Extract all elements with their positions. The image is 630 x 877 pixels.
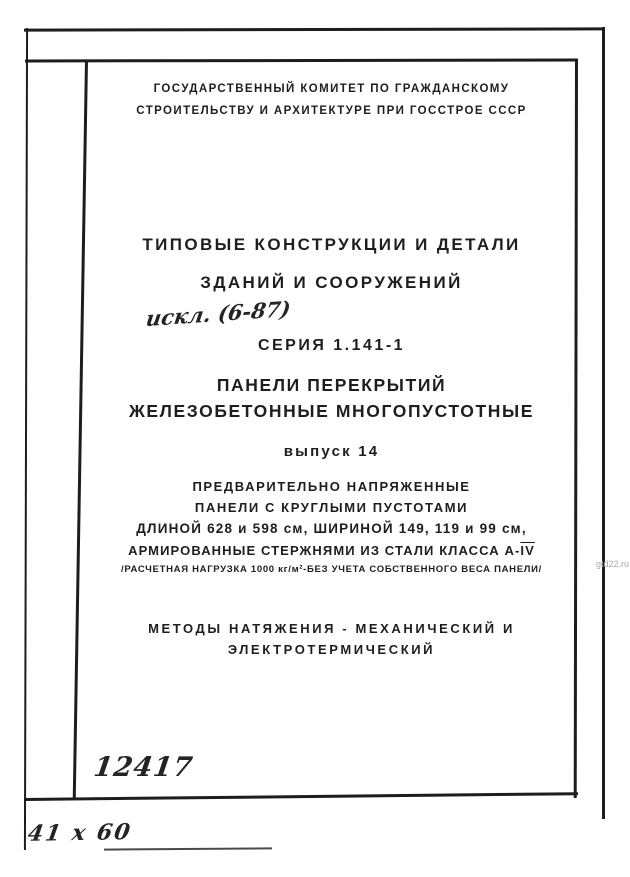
inner-box-bottom-line bbox=[24, 792, 578, 801]
handwritten-format-note: 41 х 60 bbox=[25, 819, 134, 847]
rebar-steel-class: $\overline{IV}$ bbox=[520, 543, 535, 558]
outer-frame-top-line bbox=[24, 27, 605, 31]
organization-name bbox=[86, 78, 577, 122]
organization-line-1: ГОСУДАРСТВЕННЫЙ КОМИТЕТ ПО ГРАЖДАНСКОМУ bbox=[153, 83, 510, 95]
issue-number: выпуск 14 bbox=[283, 443, 380, 460]
handwritten-revision-note: искл. (6-87) bbox=[144, 295, 293, 332]
subject-line-1: ПАНЕЛИ ПЕРЕКРЫТИЙ bbox=[216, 375, 447, 395]
handwritten-underline-stroke bbox=[104, 847, 272, 850]
subject-title bbox=[86, 372, 577, 424]
panel-description bbox=[86, 476, 577, 518]
inner-box-right-line bbox=[574, 60, 578, 798]
title-line-2: ЗДАНИЙ И СООРУЖЕНИЙ bbox=[200, 273, 463, 292]
organization-line-2: СТРОИТЕЛЬСТВУ И АРХИТЕКТУРЕ ПРИ ГОССТРОЕ СССР bbox=[136, 105, 527, 117]
header-divider-line bbox=[25, 59, 578, 63]
inner-box-left-line bbox=[73, 60, 88, 800]
outer-frame-right-line bbox=[602, 27, 605, 819]
title-line-1: ТИПОВЫЕ КОНСТРУКЦИИ И ДЕТАЛИ bbox=[142, 235, 521, 254]
description-line-2: ПАНЕЛИ С КРУГЛЫМИ ПУСТОТАМИ bbox=[194, 500, 469, 515]
subject-line-2: ЖЕЛЕЗОБЕТОННЫЕ МНОГОПУСТОТНЫЕ bbox=[128, 401, 535, 421]
tensioning-methods bbox=[86, 618, 577, 660]
methods-line-2: ЭЛЕКТРОТЕРМИЧЕСКИЙ bbox=[227, 642, 436, 657]
site-watermark: gtd22.ru bbox=[596, 559, 630, 569]
outer-frame-left-line bbox=[24, 28, 28, 850]
load-note: /РАСЧЕТНАЯ НАГРУЗКА 1000 кг/м²-БЕЗ УЧЕТА СОБСТВЕННОГО ВЕСА ПАНЕЛИ/ bbox=[120, 564, 542, 575]
handwritten-inventory-number: 12417 bbox=[91, 752, 196, 783]
description-line-1: ПРЕДВАРИТЕЛЬНО НАПРЯЖЕННЫЕ bbox=[192, 479, 471, 494]
methods-line-1: МЕТОДЫ НАТЯЖЕНИЯ - МЕХАНИЧЕСКИЙ И bbox=[148, 621, 515, 636]
rebar-spec bbox=[86, 543, 577, 558]
panel-dimensions: ДЛИНОЙ 628 и 598 см, ШИРИНОЙ 149, 119 и 99 см, bbox=[136, 521, 527, 536]
document-title bbox=[86, 226, 577, 302]
series-number: СЕРИЯ 1.141-1 bbox=[257, 337, 406, 354]
rebar-spec-text: АРМИРОВАННЫЕ СТЕРЖНЯМИ ИЗ СТАЛИ КЛАССА А- bbox=[128, 543, 521, 558]
